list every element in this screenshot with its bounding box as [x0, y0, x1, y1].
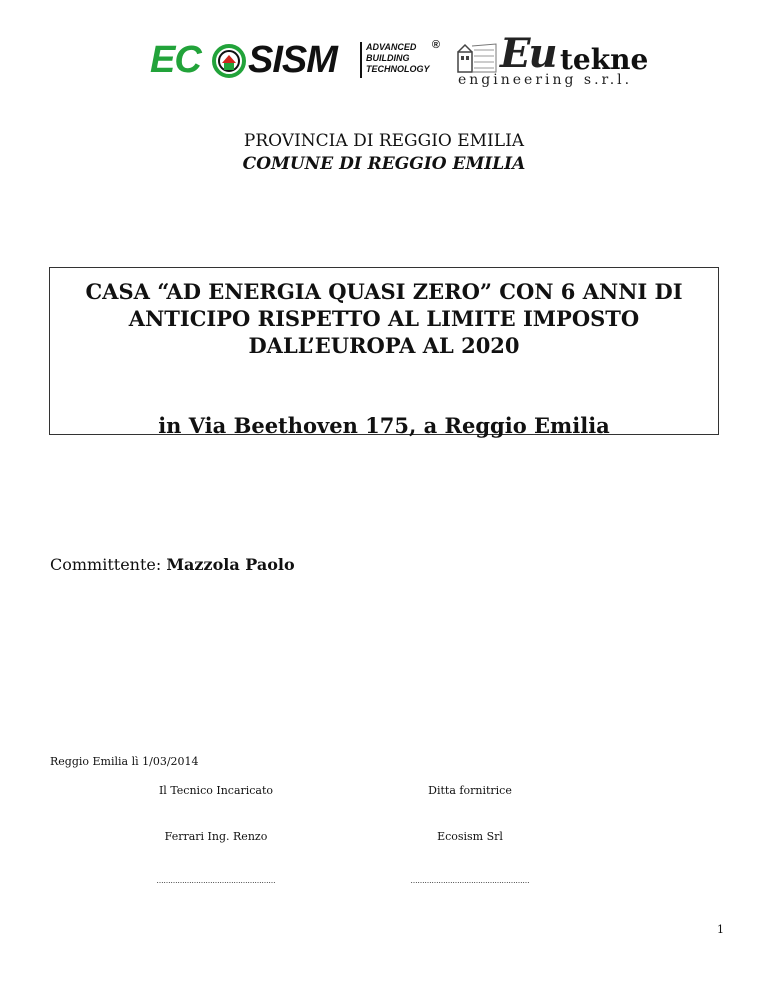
- provincia-heading: PROVINCIA DI REGGIO EMILIA: [243, 131, 525, 151]
- signature-name: Ecosism Srl: [437, 830, 503, 843]
- eutekne-logo: [456, 30, 662, 90]
- tagline-line: ADVANCED: [366, 42, 417, 52]
- page-number: 1: [717, 923, 724, 936]
- committente-name: Mazzola Paolo: [166, 555, 295, 574]
- project-title: [50, 278, 718, 359]
- house-circle-icon: [212, 44, 246, 78]
- project-title-line: ANTICIPO RISPETTO AL LIMITE IMPOSTO: [128, 306, 640, 331]
- signature-role: Ditta fornitrice: [428, 784, 512, 797]
- ecosism-logo: [150, 39, 440, 81]
- committente-label: Committente:: [50, 555, 167, 574]
- committente: [50, 554, 295, 576]
- project-location: in Via Beethoven 175, a Reggio Emilia: [158, 413, 610, 438]
- registered-mark: ®: [431, 39, 440, 51]
- title-box: [49, 267, 719, 438]
- date-line: Reggio Emilia lì 1/03/2014: [50, 755, 199, 768]
- eutekne-logo-eu: Eu: [500, 30, 556, 77]
- tagline-line: TECHNOLOGY: [366, 64, 430, 74]
- project-title-line: CASA “AD ENERGIA QUASI ZERO” CON 6 ANNI DI: [85, 279, 683, 304]
- eutekne-logo-name: tekne: [560, 43, 649, 76]
- tagline-line: BUILDING: [366, 53, 410, 63]
- eutekne-logo-subtitle: engineering s.r.l.: [458, 72, 633, 88]
- comune-heading: COMUNE DI REGGIO EMILIA: [242, 154, 526, 174]
- project-title-line: DALL’EUROPA AL 2020: [248, 333, 520, 358]
- signature-name: Ferrari Ing. Renzo: [164, 830, 268, 843]
- signature-role: Il Tecnico Incaricato: [158, 784, 274, 797]
- signature-line: ……………………………………………: [156, 877, 276, 885]
- ecosism-logo-sism: SISM: [248, 39, 337, 81]
- signature-line: ……………………………………………: [410, 877, 530, 885]
- ecosism-logo-eco: EC: [150, 39, 201, 81]
- ecosism-tagline: [360, 39, 444, 78]
